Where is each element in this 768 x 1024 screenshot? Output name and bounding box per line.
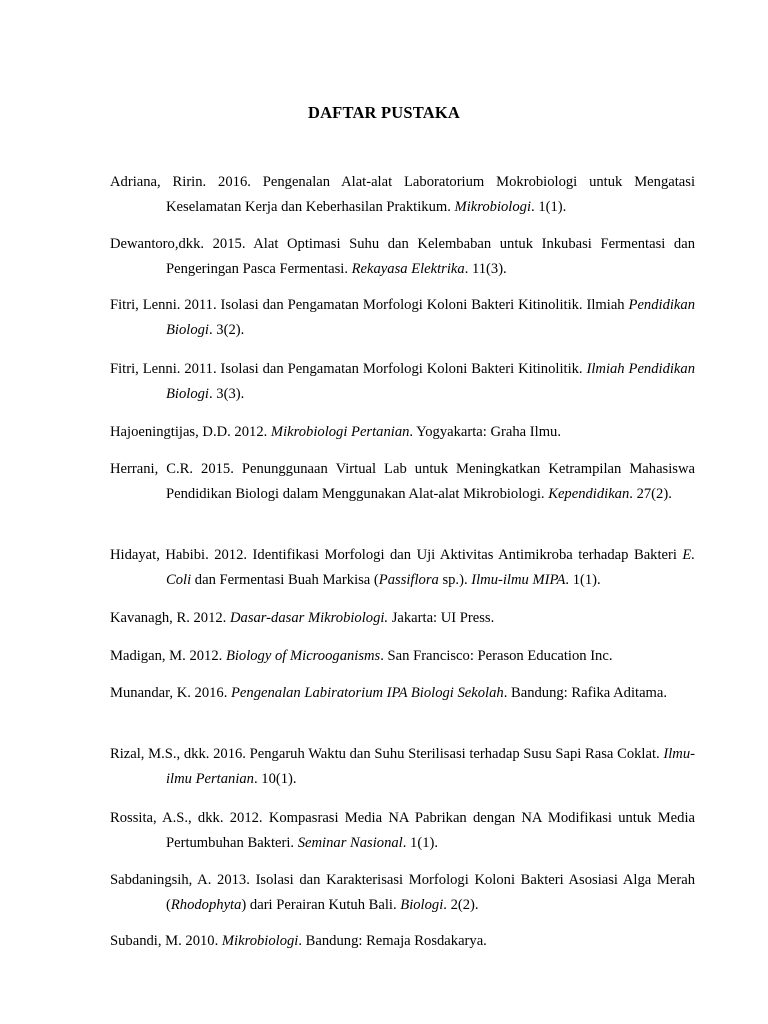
reference-journal: Biologi (400, 897, 444, 913)
reference-journal: Ilmu-ilmu MIPA (471, 572, 566, 588)
reference-journal: Ilmiah Pendidikan Biologi (166, 361, 695, 402)
reference-entry-kavanagh (110, 606, 695, 631)
reference-entry-rizal (110, 742, 695, 792)
reference-book-title: Pengenalan Labiratorium IPA Biologi Sekolah (231, 685, 504, 701)
reference-publisher: . Bandung: Rafika Aditama. (503, 685, 668, 701)
reference-publisher: . San Francisco: Perason Education Inc. (380, 648, 613, 664)
reference-entry-hidayat (110, 543, 695, 593)
reference-entry-herrani (110, 457, 695, 507)
reference-entry-fitri-2 (110, 357, 695, 407)
reference-book-title: Mikrobiologi (221, 933, 299, 949)
reference-journal: Kependidikan (548, 486, 630, 502)
reference-entry-munandar (110, 681, 695, 706)
reference-book-title: Dasar-dasar Mikrobiologi. (229, 610, 389, 626)
reference-text: Subandi, M. 2010. (110, 933, 222, 949)
reference-volume: . 3(2). (208, 322, 245, 338)
reference-entry-rossita (110, 806, 695, 856)
reference-text: Sabdaningsih, A. 2013. Isolasi dan Karakterisasi Morfologi Koloni Bakteri Asosiasi Alga Merah ( (110, 872, 695, 913)
reference-entry-sabdaningsih (110, 868, 695, 918)
reference-entry-subandi (110, 929, 695, 954)
reference-text: sp.). (438, 572, 472, 588)
reference-text: dan Fermentasi Buah Markisa ( (191, 572, 379, 588)
reference-publisher: . Bandung: Remaja Rosdakarya. (298, 933, 487, 949)
reference-text: Herrani, C.R. 2015. Penunggunaan Virtual Lab untuk Meningkatkan Ketrampilan Mahasiswa Pendidikan Biologi dalam Menggunakan Alat-alat Mikrobiologi. (110, 461, 695, 502)
reference-journal: Pendidikan Biologi (166, 297, 695, 338)
reference-text: Rizal, M.S., dkk. 2016. Pengaruh Waktu dan Suhu Sterilisasi terhadap Susu Sapi Rasa Coklat. (110, 746, 664, 762)
reference-entry-hajoeningtijas (110, 420, 695, 445)
reference-volume: . 1(1). (565, 572, 601, 588)
reference-entry-madigan (110, 644, 695, 669)
reference-journal: Rekayasa Elektrika (351, 261, 465, 277)
reference-volume: . 10(1). (253, 771, 297, 787)
reference-journal: Seminar Nasional (297, 835, 403, 851)
reference-volume: . 2(2). (443, 897, 479, 913)
reference-text: Kavanagh, R. 2012. (110, 610, 230, 626)
reference-text: Munandar, K. 2016. (110, 685, 232, 701)
reference-journal: Mikrobiologi (454, 199, 532, 215)
reference-journal: Mikrobiologi Pertanian (270, 424, 410, 440)
reference-text: Hajoeningtijas, D.D. 2012. (110, 424, 271, 440)
reference-species: Passiflora (378, 572, 439, 588)
reference-publisher: Jakarta: UI Press. (388, 610, 495, 626)
reference-book-title: Biology of Microoganisms (225, 648, 381, 664)
reference-text: Madigan, M. 2012. (110, 648, 226, 664)
reference-text: ) dari Perairan Kutuh Bali. (241, 897, 401, 913)
reference-text: Fitri, Lenni. 2011. Isolasi dan Pengamatan Morfologi Koloni Bakteri Kitinolitik. Ilmiah (110, 297, 629, 313)
reference-volume: . 1(1). (402, 835, 438, 851)
reference-volume: . 3(3). (208, 386, 245, 402)
reference-text: Hidayat, Habibi. 2012. Identifikasi Morfologi dan Uji Aktivitas Antimikroba terhadap Bakteri (110, 547, 683, 563)
reference-entry-fitri-1 (110, 293, 695, 343)
reference-text: Rossita, A.S., dkk. 2012. Kompasrasi Media NA Pabrikan dengan NA Modifikasi untuk Media Pertumbuhan Bakteri. (110, 810, 695, 851)
reference-volume: . 11(3). (464, 261, 507, 277)
reference-volume: . 1(1). (531, 199, 567, 215)
reference-journal: Ilmu-ilmu Pertanian (166, 746, 695, 787)
reference-text: Adriana, Ririn. 2016. Pengenalan Alat-alat Laboratorium Mokrobiologi untuk Mengatasi Keselamatan Kerja dan Keberhasilan Praktikum. (110, 174, 695, 215)
reference-volume: . 27(2). (629, 486, 672, 502)
reference-species: E. Coli (166, 547, 695, 588)
page-title: DAFTAR PUSTAKA (307, 103, 461, 122)
reference-text: Fitri, Lenni. 2011. Isolasi dan Pengamatan Morfologi Koloni Bakteri Kitinolitik. (110, 361, 587, 377)
reference-publisher: . Yogyakarta: Graha Ilmu. (409, 424, 562, 440)
reference-text: Dewantoro,dkk. 2015. Alat Optimasi Suhu dan Kelembaban untuk Inkubasi Fermentasi dan Pengeringan Pasca Fermentasi. (110, 236, 695, 277)
reference-species: Rhodophyta (170, 897, 242, 913)
reference-entry-adriana (110, 170, 695, 220)
reference-entry-dewantoro (110, 232, 695, 282)
